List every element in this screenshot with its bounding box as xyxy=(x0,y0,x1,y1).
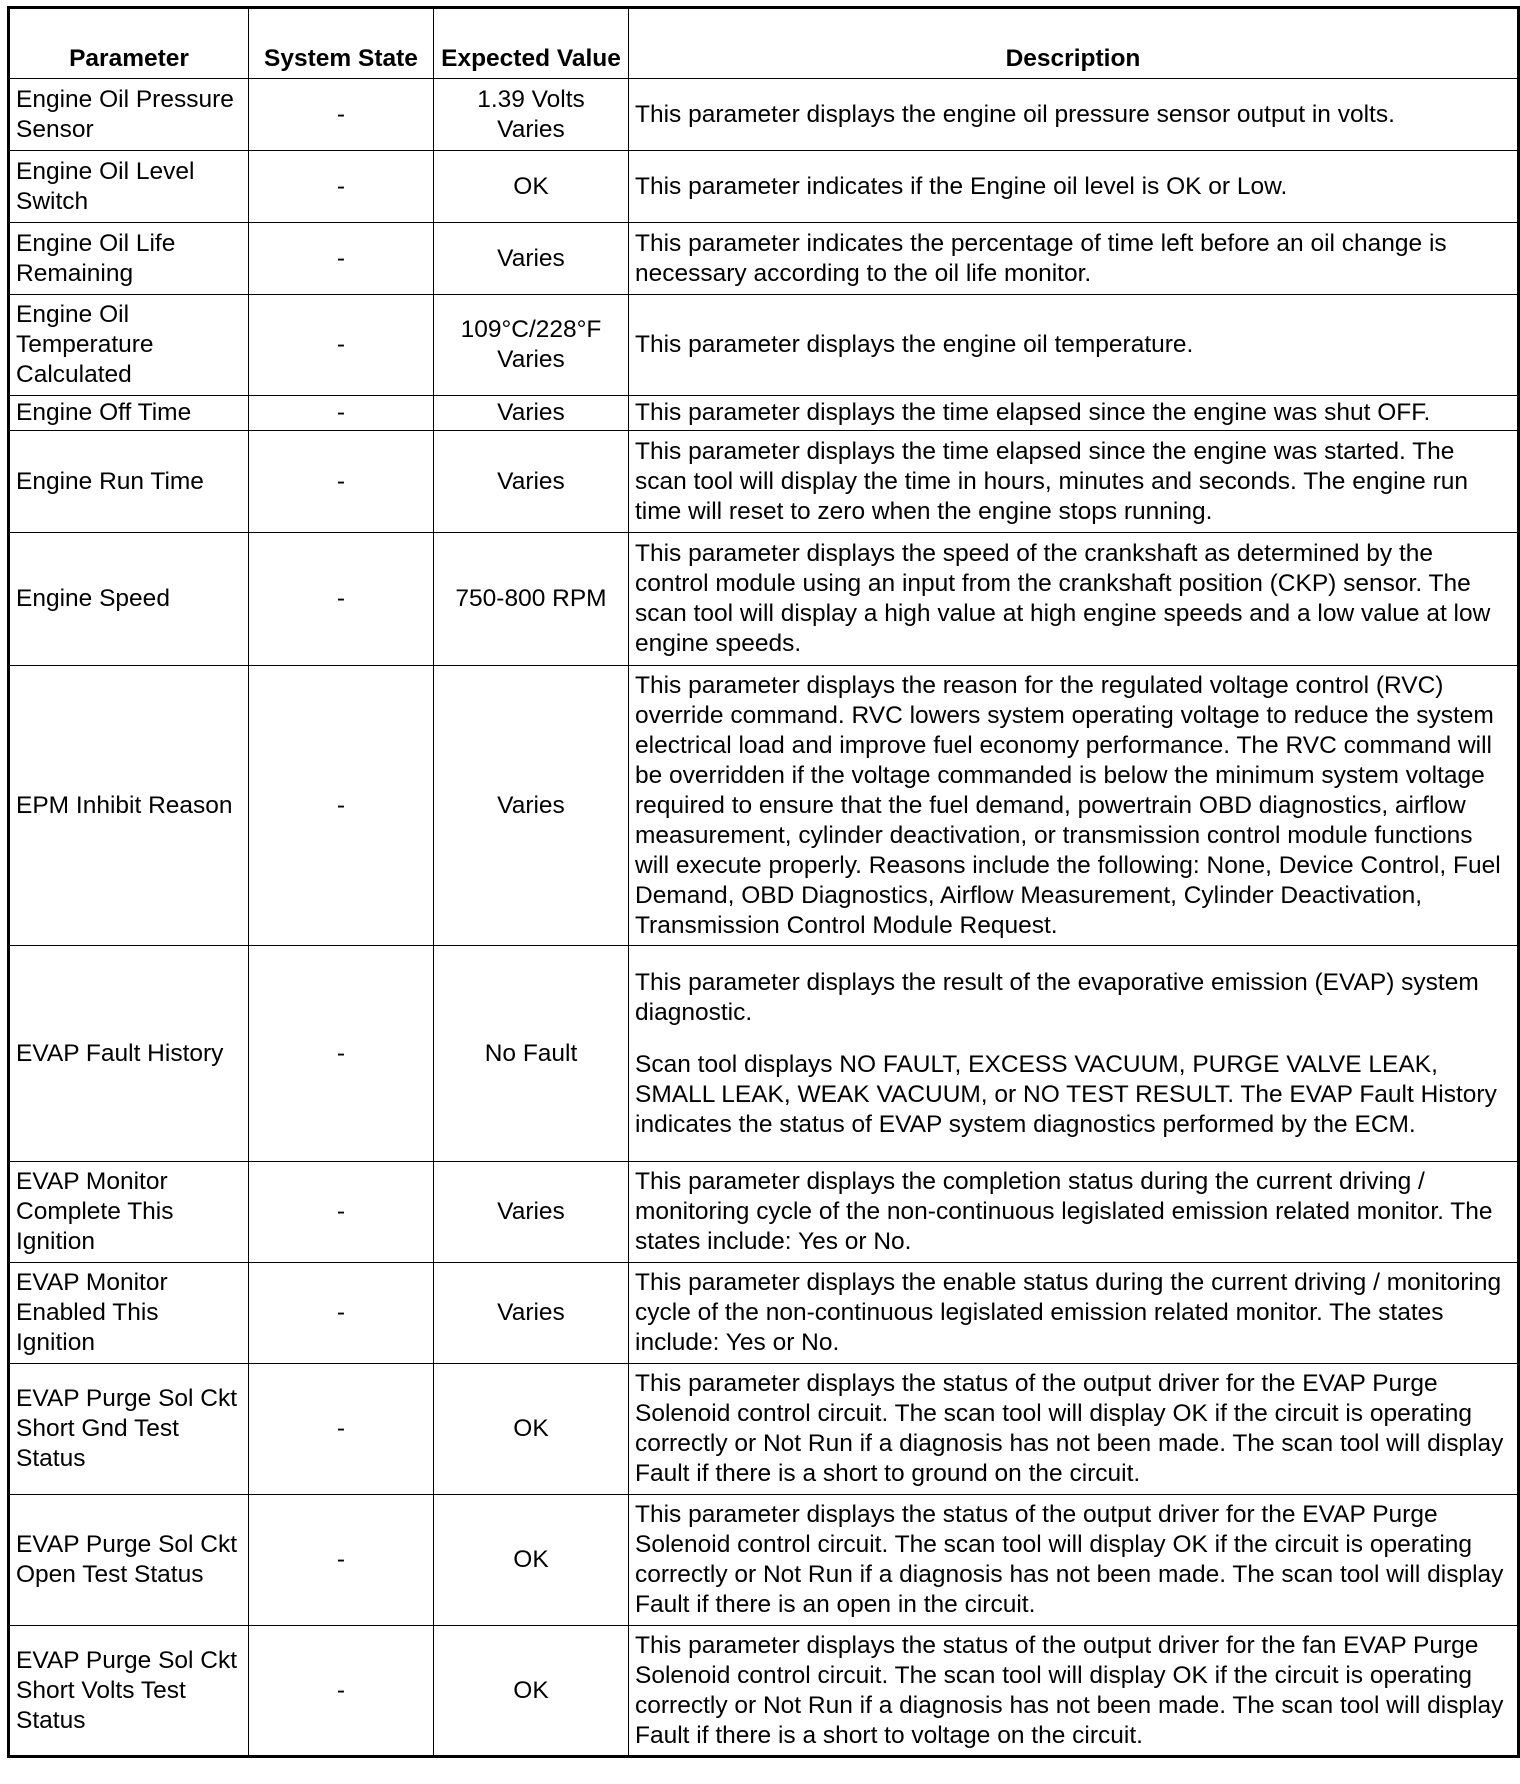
cell-expected-value xyxy=(434,1495,629,1626)
cell-description xyxy=(629,431,1519,533)
description-paragraph: This parameter displays the status of the output driver for the fan EVAP Purge Solenoid control circuit. The scan tool will display OK if the circuit is operating correctly or Not Run if a diagnosis has not been made. The scan tool will display Fault if there is a short to voltage on the circuit. xyxy=(635,1631,1504,1749)
cell-system-state: - xyxy=(249,431,434,533)
header-system-state: System State xyxy=(249,8,434,79)
cell-system-state: - xyxy=(249,946,434,1162)
cell-description xyxy=(629,666,1519,946)
description-paragraph: This parameter indicates if the Engine oil level is OK or Low. xyxy=(635,172,1288,200)
header-parameter: Parameter xyxy=(9,8,249,79)
cell-description xyxy=(629,1162,1519,1263)
cell-expected-value xyxy=(434,223,629,295)
table-row xyxy=(9,1626,1519,1757)
cell-parameter: Engine Run Time xyxy=(9,431,249,533)
cell-expected-value xyxy=(434,396,629,431)
table-row xyxy=(9,1364,1519,1495)
cell-expected-value xyxy=(434,1162,629,1263)
description-paragraph: This parameter displays the time elapsed since the engine was started. The scan tool will display the time in hours, minutes and seconds. The engine run time will reset to zero when the engine stops running. xyxy=(635,437,1469,525)
expected-value-line: OK xyxy=(513,1676,549,1704)
cell-parameter: EVAP Purge Sol Ckt Short Volts Test Status xyxy=(9,1626,249,1757)
description-paragraph: Scan tool displays NO FAULT, EXCESS VACUUM, PURGE VALVE LEAK, SMALL LEAK, WEAK VACUUM, or NO TEST RESULT. The EVAP Fault History indicates the status of EVAP system diagnostics performed by the ECM. xyxy=(635,1050,1497,1138)
cell-description xyxy=(629,151,1519,223)
cell-description xyxy=(629,295,1519,396)
cell-system-state: - xyxy=(249,533,434,666)
table-row xyxy=(9,1263,1519,1364)
cell-description xyxy=(629,1263,1519,1364)
cell-parameter: EVAP Purge Sol Ckt Short Gnd Test Status xyxy=(9,1364,249,1495)
description-paragraph: This parameter displays the status of the output driver for the EVAP Purge Solenoid control circuit. The scan tool will display OK if the circuit is operating correctly or Not Run if a diagnosis has not been made. The scan tool will display Fault if there is an open in the circuit. xyxy=(635,1501,1504,1618)
cell-parameter: Engine Oil Level Switch xyxy=(9,151,249,223)
description-paragraph: This parameter displays the completion status during the current driving / monitoring cycle of the non-continuous legislated emission related monitor. The states include: Yes or No. xyxy=(635,1168,1493,1255)
expected-value-line: OK xyxy=(513,1415,549,1442)
expected-value-line: Varies xyxy=(497,346,565,373)
cell-system-state: - xyxy=(249,1626,434,1757)
cell-expected-value xyxy=(434,1263,629,1364)
cell-expected-value xyxy=(434,79,629,151)
cell-expected-value xyxy=(434,666,629,946)
cell-system-state: - xyxy=(249,1263,434,1364)
cell-system-state: - xyxy=(249,151,434,223)
description-paragraph: This parameter displays the result of the evaporative emission (EVAP) system diagnostic. xyxy=(635,968,1479,1026)
expected-value-line: 1.39 Volts xyxy=(477,85,585,113)
cell-expected-value xyxy=(434,1626,629,1757)
expected-value-line: 109°C/228°F xyxy=(460,316,602,343)
cell-system-state: - xyxy=(249,79,434,151)
cell-expected-value xyxy=(434,431,629,533)
cell-description xyxy=(629,1626,1519,1757)
description-paragraph: This parameter displays the status of the output driver for the EVAP Purge Solenoid control circuit. The scan tool will display OK if the circuit is operating correctly or Not Run if a diagnosis has not been made. The scan tool will display Fault if there is a short to ground on the circuit. xyxy=(635,1370,1504,1487)
table-row xyxy=(9,151,1519,223)
expected-value-line: Varies xyxy=(497,1299,565,1326)
cell-description xyxy=(629,1364,1519,1495)
cell-system-state: - xyxy=(249,1364,434,1495)
table-row xyxy=(9,533,1519,666)
cell-system-state: - xyxy=(249,295,434,396)
cell-parameter: Engine Oil Pressure Sensor xyxy=(9,79,249,151)
table-row xyxy=(9,431,1519,533)
description-paragraph: This parameter displays the engine oil pressure sensor output in volts. xyxy=(635,100,1395,128)
header-expected-value: Expected Value xyxy=(434,8,629,79)
cell-parameter: EPM Inhibit Reason xyxy=(9,666,249,946)
cell-system-state: - xyxy=(249,223,434,295)
description-paragraph: This parameter displays the engine oil temperature. xyxy=(635,331,1194,358)
cell-description xyxy=(629,1495,1519,1626)
cell-parameter: EVAP Fault History xyxy=(9,946,249,1162)
cell-parameter: Engine Off Time xyxy=(9,396,249,431)
description-paragraph: This parameter displays the speed of the crankshaft as determined by the control module using an input from the crankshaft position (CKP) sensor. The scan tool will display a high value at high engine speeds and a low value at low engine speeds. xyxy=(635,540,1491,657)
cell-expected-value xyxy=(434,533,629,666)
cell-description xyxy=(629,946,1519,1162)
cell-expected-value xyxy=(434,295,629,396)
expected-value-line: OK xyxy=(513,172,549,200)
description-paragraph: This parameter displays the enable status during the current driving / monitoring cycle of the non-continuous legislated emission related monitor. The states include: Yes or No. xyxy=(635,1269,1502,1356)
parameter-table-container xyxy=(7,6,1517,1758)
cell-description xyxy=(629,79,1519,151)
cell-system-state: - xyxy=(249,666,434,946)
cell-expected-value xyxy=(434,946,629,1162)
cell-parameter: Engine Oil Temperature Calculated xyxy=(9,295,249,396)
cell-expected-value xyxy=(434,151,629,223)
expected-value-line: No Fault xyxy=(484,1039,578,1067)
cell-description xyxy=(629,396,1519,431)
table-body xyxy=(9,79,1519,1757)
cell-system-state: - xyxy=(249,396,434,431)
cell-parameter: Engine Speed xyxy=(9,533,249,666)
expected-value-line: OK xyxy=(513,1546,549,1573)
cell-description xyxy=(629,223,1519,295)
cell-system-state: - xyxy=(249,1162,434,1263)
cell-expected-value xyxy=(434,1364,629,1495)
table-row xyxy=(9,223,1519,295)
description-paragraph: This parameter displays the time elapsed since the engine was shut OFF. xyxy=(635,399,1431,426)
table-header-row xyxy=(9,8,1519,79)
expected-value-line: Varies xyxy=(497,1198,565,1225)
description-paragraph: This parameter indicates the percentage of time left before an oil change is necessary according to the oil life monitor. xyxy=(635,229,1447,287)
cell-parameter: EVAP Purge Sol Ckt Open Test Status xyxy=(9,1495,249,1626)
expected-value-line: 750-800 RPM xyxy=(455,585,607,612)
cell-parameter: EVAP Monitor Enabled This Ignition xyxy=(9,1263,249,1364)
expected-value-line: Varies xyxy=(497,791,565,819)
table-row xyxy=(9,396,1519,431)
cell-parameter: Engine Oil Life Remaining xyxy=(9,223,249,295)
expected-value-line: Varies xyxy=(497,115,565,143)
table-row xyxy=(9,295,1519,396)
cell-system-state: - xyxy=(249,1495,434,1626)
table-row xyxy=(9,666,1519,946)
description-paragraph: This parameter displays the reason for the regulated voltage control (RVC) override command. RVC lowers system operating voltage to reduce the system electrical load and improve fuel economy performance. The RVC command will be overridden if the voltage commanded is below the minimum system voltage required to ensure that the fuel demand, powertrain OBD diagnostics, airflow measurement, cylinder deactivation, or transmission control module functions will execute properly. Reasons include the following: None, Device Control, Fuel Demand, OBD Diagnostics, Airflow Measurement, Cylinder Deactivation, Transmission Control Module Request. xyxy=(635,671,1501,939)
expected-value-line: Varies xyxy=(497,399,565,426)
table-row xyxy=(9,1162,1519,1263)
table-row xyxy=(9,946,1519,1162)
parameter-table xyxy=(7,6,1520,1758)
expected-value-line: Varies xyxy=(497,467,565,495)
table-row xyxy=(9,1495,1519,1626)
cell-description xyxy=(629,533,1519,666)
table-row xyxy=(9,79,1519,151)
cell-parameter: EVAP Monitor Complete This Ignition xyxy=(9,1162,249,1263)
header-description: Description xyxy=(629,8,1519,79)
expected-value-line: Varies xyxy=(497,244,565,272)
